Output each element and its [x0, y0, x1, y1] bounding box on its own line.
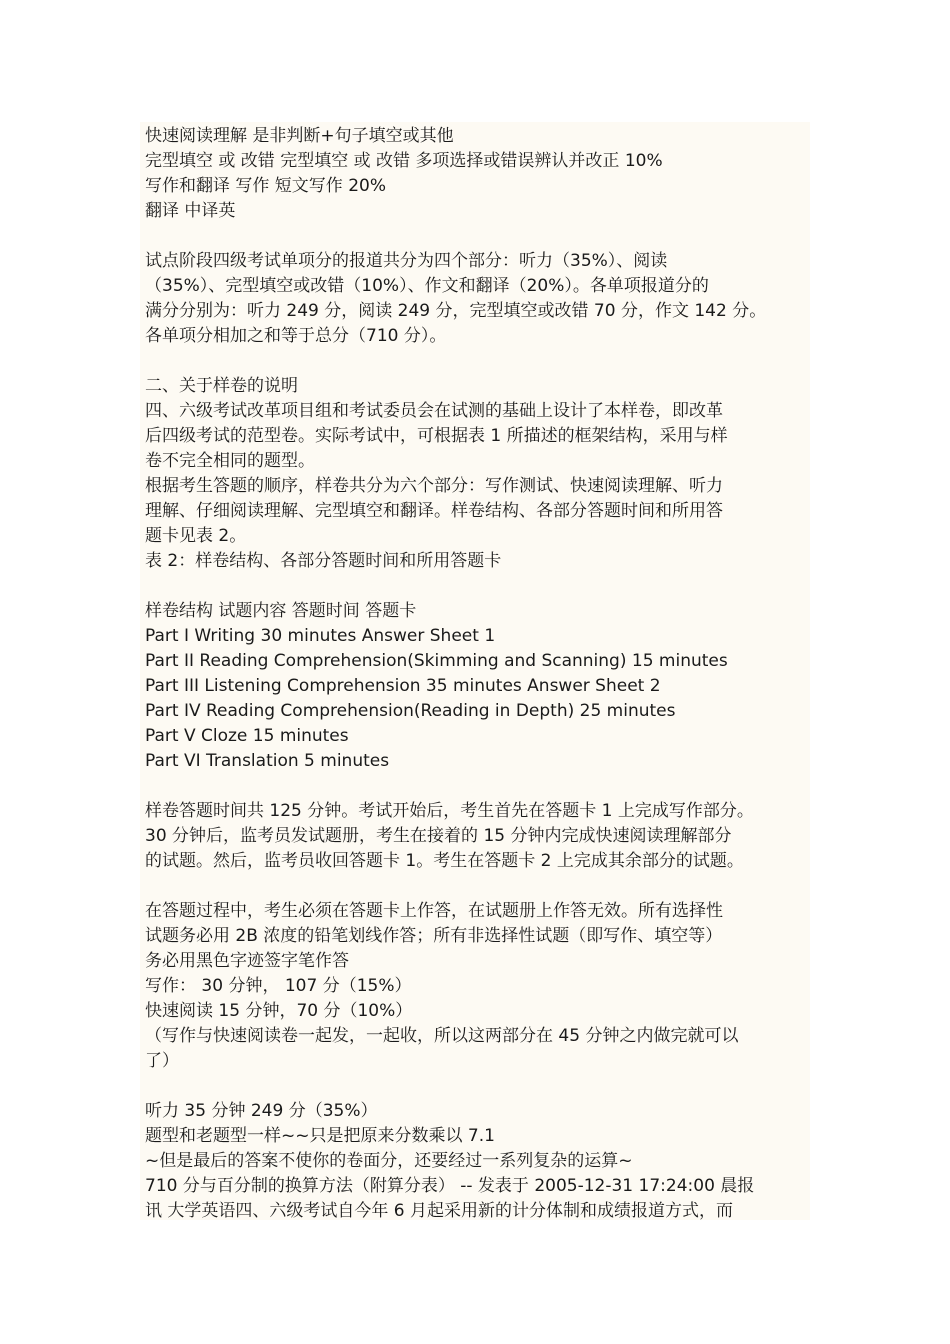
text-line: （35%）、完型填空或改错（10%）、作文和翻译（20%）。各单项报道分的: [145, 276, 709, 296]
text-line: 写作： 30 分钟， 107 分（15%）: [145, 976, 412, 996]
text-line: 了）: [145, 1051, 179, 1071]
text-line: 后四级考试的范型卷。实际考试中，可根据表 1 所描述的框架结构，采用与样: [145, 426, 728, 446]
text-line: 710 分与百分制的换算方法（附算分表） -- 发表于 2005-12-31 17:24:00 晨报: [145, 1176, 755, 1196]
text-line: 满分分别为：听力 249 分，阅读 249 分，完型填空或改错 70 分，作文 142 分。: [145, 301, 767, 321]
table-row: Part IV Reading Comprehension(Reading in Depth) 25 minutes: [145, 701, 676, 721]
document-body: [140, 122, 810, 1220]
table-caption: 表 2：样卷结构、各部分答题时间和所用答题卡: [145, 551, 502, 571]
table-row: Part VI Translation 5 minutes: [145, 751, 390, 771]
text-line: （写作与快速阅读卷一起发，一起收，所以这两部分在 45 分钟之内做完就可以: [145, 1026, 739, 1046]
text-line: 快速阅读 15 分钟，70 分（10%）: [145, 1001, 413, 1021]
text-line: 30 分钟后，监考员发试题册，考生在接着的 15 分钟内完成快速阅读理解部分: [145, 826, 732, 846]
text-line: 卷不完全相同的题型。: [145, 451, 315, 471]
table-row: Part I Writing 30 minutes Answer Sheet 1: [145, 626, 496, 646]
section-heading: 二、关于样卷的说明: [145, 376, 298, 396]
text-line: 理解、仔细阅读理解、完型填空和翻译。样卷结构、各部分答题时间和所用答: [145, 501, 723, 521]
text-line: 试点阶段四级考试单项分的报道共分为四个部分：听力（35%）、阅读: [145, 251, 668, 271]
text-line: 务必用黑色字迹签字笔作答: [145, 951, 349, 971]
text-line: 题卡见表 2。: [145, 526, 247, 546]
text-line: 翻译 中译英: [145, 201, 236, 221]
table-row: Part II Reading Comprehension(Skimming and Scanning) 15 minutes: [145, 651, 728, 671]
text-line: 题型和老题型一样~~只是把原来分数乘以 7.1: [145, 1126, 495, 1146]
text-line: 讯 大学英语四、六级考试自今年 6 月起采用新的计分体制和成绩报道方式，而: [145, 1201, 734, 1221]
text-line: 快速阅读理解 是非判断+句子填空或其他: [145, 126, 454, 146]
table-header: 样卷结构 试题内容 答题时间 答题卡: [145, 601, 417, 621]
table-row: Part V Cloze 15 minutes: [145, 726, 349, 746]
text-line: 听力 35 分钟 249 分（35%）: [145, 1101, 378, 1121]
text-line: 样卷答题时间共 125 分钟。考试开始后，考生首先在答题卡 1 上完成写作部分。: [145, 801, 754, 821]
text-line: 写作和翻译 写作 短文写作 20%: [145, 176, 386, 196]
text-line: ~但是最后的答案不使你的卷面分，还要经过一系列复杂的运算~: [145, 1151, 633, 1171]
text-line: 四、六级考试改革项目组和考试委员会在试测的基础上设计了本样卷，即改革: [145, 401, 723, 421]
text-line: 的试题。然后，监考员收回答题卡 1。考生在答题卡 2 上完成其余部分的试题。: [145, 851, 744, 871]
text-line: 根据考生答题的顺序，样卷共分为六个部分：写作测试、快速阅读理解、听力: [145, 476, 723, 496]
text-line: 试题务必用 2B 浓度的铅笔划线作答；所有非选择性试题（即写作、填空等）: [145, 926, 723, 946]
text-line: 在答题过程中，考生必须在答题卡上作答，在试题册上作答无效。所有选择性: [145, 901, 723, 921]
text-line: 各单项分相加之和等于总分（710 分）。: [145, 326, 447, 346]
text-line: 完型填空 或 改错 完型填空 或 改错 多项选择或错误辨认并改正 10%: [145, 151, 663, 171]
table-row: Part III Listening Comprehension 35 minutes Answer Sheet 2: [145, 676, 661, 696]
